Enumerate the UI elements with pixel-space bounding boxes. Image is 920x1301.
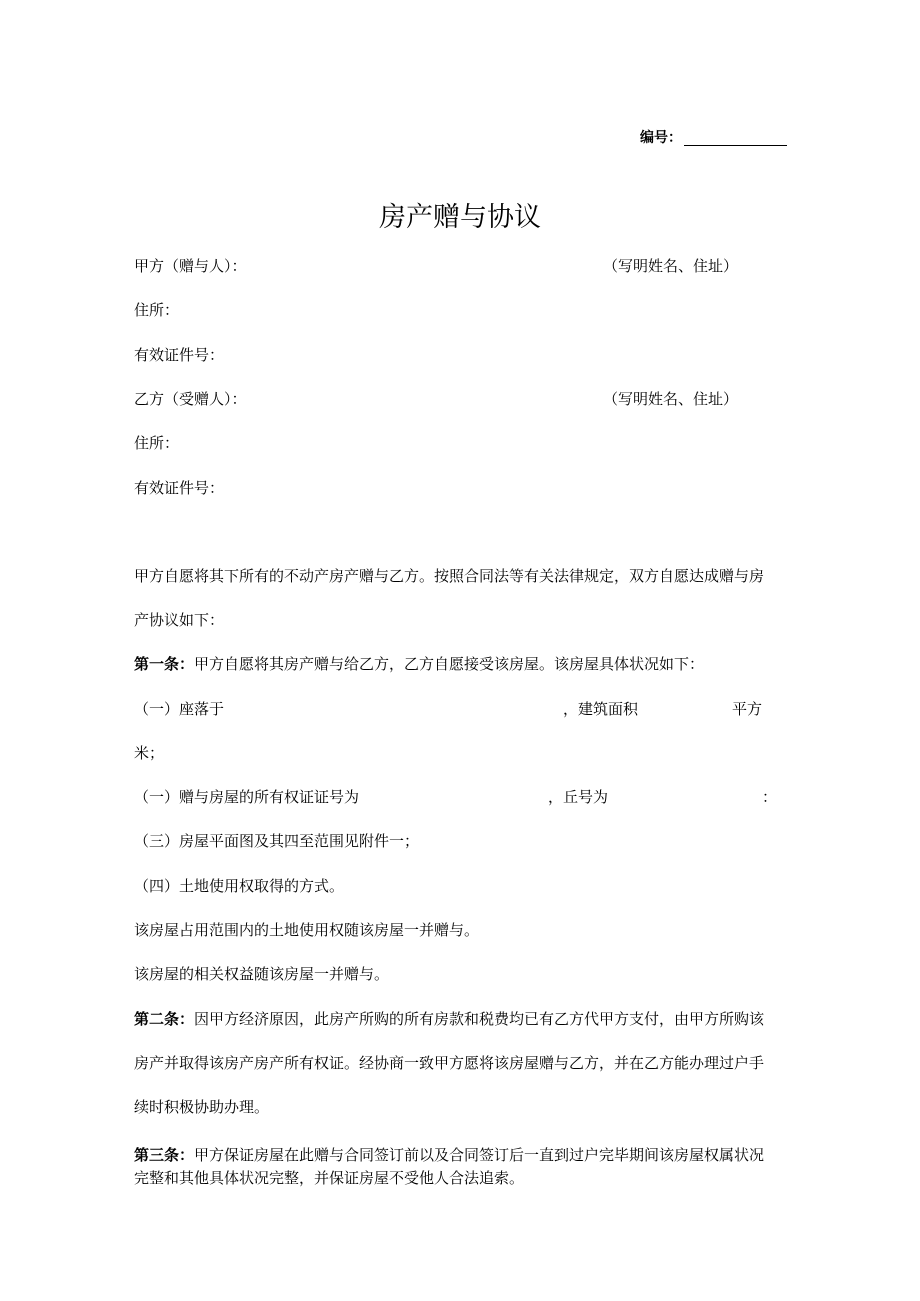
party-a-label: 甲方（赠与人）： [134, 257, 247, 275]
article-1-text: 甲方自愿将其房产赠与给乙方，乙方自愿接受该房屋。该房屋具体状况如下： [194, 655, 705, 673]
item-1-label: （一）座落于 [134, 700, 225, 718]
item-2-hill-label: ，丘号为 [548, 788, 609, 806]
document-title: 房产赠与协议 [379, 202, 541, 233]
item-1-unit-b: 米； [134, 744, 165, 762]
article-2-line-2: 房产并取得该房产房产所有权证。经协商一致甲方愿将该房屋赠与乙方，并在乙方能办理过户手 [134, 1054, 765, 1072]
article-2-line-1 [134, 1009, 764, 1029]
item-4: （四）土地使用权取得的方式。 [134, 877, 345, 895]
intro-line-1: 甲方自愿将其下所有的不动产房产赠与乙方。按照合同法等有关法律规定，双方自愿达成赠与房 [134, 567, 765, 585]
article-2-heading: 第二条： [134, 1010, 195, 1028]
item-3: （三）房屋平面图及其四至范围见附件一； [134, 832, 420, 850]
note-1: 该房屋占用范围内的土地使用权随该房屋一并赠与。 [134, 921, 480, 939]
article-2-text-1: 因甲方经济原因，此房产所购的所有房款和税费均已有乙方代甲方支付，由甲方所购该 [194, 1010, 765, 1028]
item-2-end: ： [762, 788, 778, 806]
item-2-label: （一）赠与房屋的所有权证证号为 [134, 788, 360, 806]
article-3-text-1: 甲方保证房屋在此赠与合同签订前以及合同签订后一直到过户完毕期间该房屋权属状况 [194, 1146, 765, 1164]
article-2-line-3: 续时积极协助办理。 [134, 1098, 270, 1116]
party-b-label: 乙方（受赠人）： [134, 390, 247, 408]
article-3-line-2: 完整和其他具体状况完整，并保证房屋不受他人合法追索。 [134, 1169, 525, 1187]
item-1-unit-a: 平方 [732, 700, 763, 718]
note-2: 该房屋的相关权益随该房屋一并赠与。 [134, 965, 390, 983]
article-3-heading: 第三条： [134, 1146, 195, 1164]
article-3-line-1 [134, 1145, 764, 1165]
item-1-area-label: ，建筑面积 [563, 700, 639, 718]
party-a-address-label: 住所： [134, 301, 180, 319]
intro-line-2: 产协议如下： [134, 611, 225, 629]
contract-number-label: 编号： [640, 130, 682, 146]
party-b-hint: （写明姓名、住址） [603, 390, 739, 408]
article-1-heading: 第一条： [134, 655, 195, 673]
party-a-id-label: 有效证件号： [134, 346, 225, 364]
party-b-address-label: 住所： [134, 434, 180, 452]
party-a-hint: （写明姓名、住址） [603, 257, 739, 275]
article-1-line [134, 654, 704, 674]
contract-number-blank [684, 145, 787, 146]
party-b-id-label: 有效证件号： [134, 479, 225, 497]
